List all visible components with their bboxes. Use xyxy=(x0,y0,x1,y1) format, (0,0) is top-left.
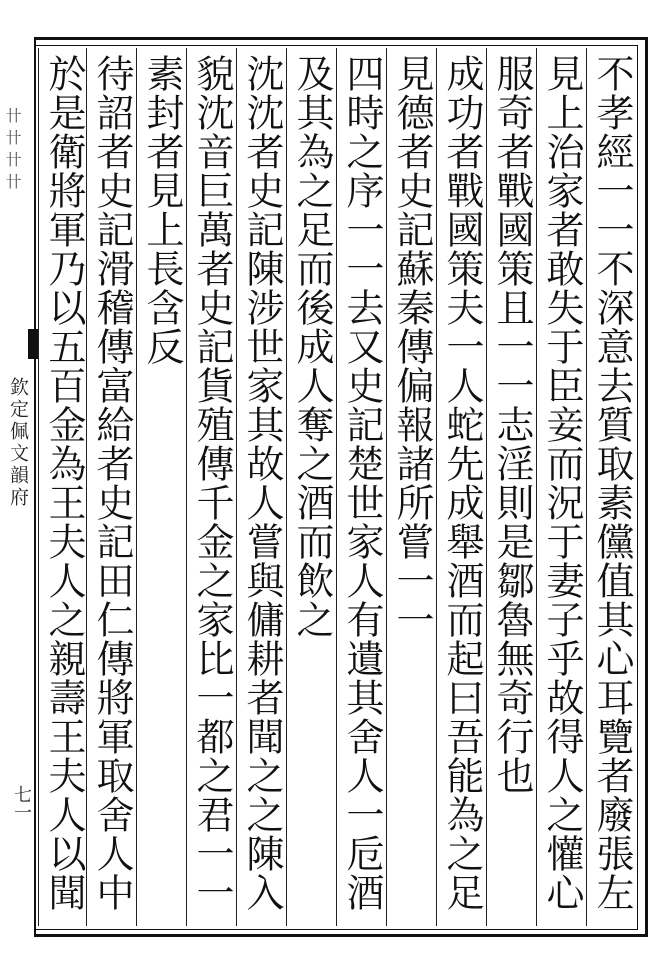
column-text: 及其為之足而後成人奪之酒而飲之 xyxy=(290,54,334,639)
column-text: 四時之序一一去又史記楚世家人有遺其舍人一卮酒 xyxy=(340,54,384,912)
book-title: 欽定佩文韻府 xyxy=(7,377,29,509)
text-column-8 xyxy=(236,48,288,926)
text-column-2 xyxy=(536,48,588,926)
column-text: 見德者史記蘇秦傳偏報諸所嘗一一 xyxy=(390,54,434,639)
text-column-5 xyxy=(386,48,438,926)
text-column-3 xyxy=(486,48,538,926)
text-column-7 xyxy=(286,48,338,926)
column-text: 成功者戰國策夫一人蛇先成舉酒而起曰吾能為之足 xyxy=(440,54,484,912)
text-column-1 xyxy=(586,48,638,926)
column-text: 不孝經一一不深意去質取素儻值其心耳覽者廢張左 xyxy=(590,54,634,912)
column-text: 沈沈者史記陳涉世家其故人嘗與傭耕者聞之之陳入 xyxy=(240,54,284,912)
text-column-6 xyxy=(336,48,388,926)
text-column-12 xyxy=(38,48,90,926)
column-text: 服奇者戰國策且一一志淫則是鄒魯無奇行也 xyxy=(490,54,534,795)
page-margin xyxy=(0,37,36,937)
text-column-4 xyxy=(436,48,488,926)
column-text: 見上治家者敢失于臣妾而況于妻子乎故得人之懽心 xyxy=(540,54,584,912)
text-column-10 xyxy=(136,48,188,926)
column-text: 於是衛將軍乃以五百金為王夫人之親壽王夫人以聞 xyxy=(42,54,86,912)
text-column-9 xyxy=(186,48,238,926)
margin-marks: 卄卄卄卄 xyxy=(3,107,22,195)
page-number: 七一 xyxy=(11,785,32,821)
text-column-11 xyxy=(86,48,138,926)
column-text: 待詔者史記滑稽傳富給者史記田仁傳將軍取舍人中 xyxy=(90,54,134,912)
column-text: 貌沈音巨萬者史記貨殖傳千金之家比一都之君一一 xyxy=(190,54,234,912)
column-text: 素封者見上長含反 xyxy=(140,54,184,366)
